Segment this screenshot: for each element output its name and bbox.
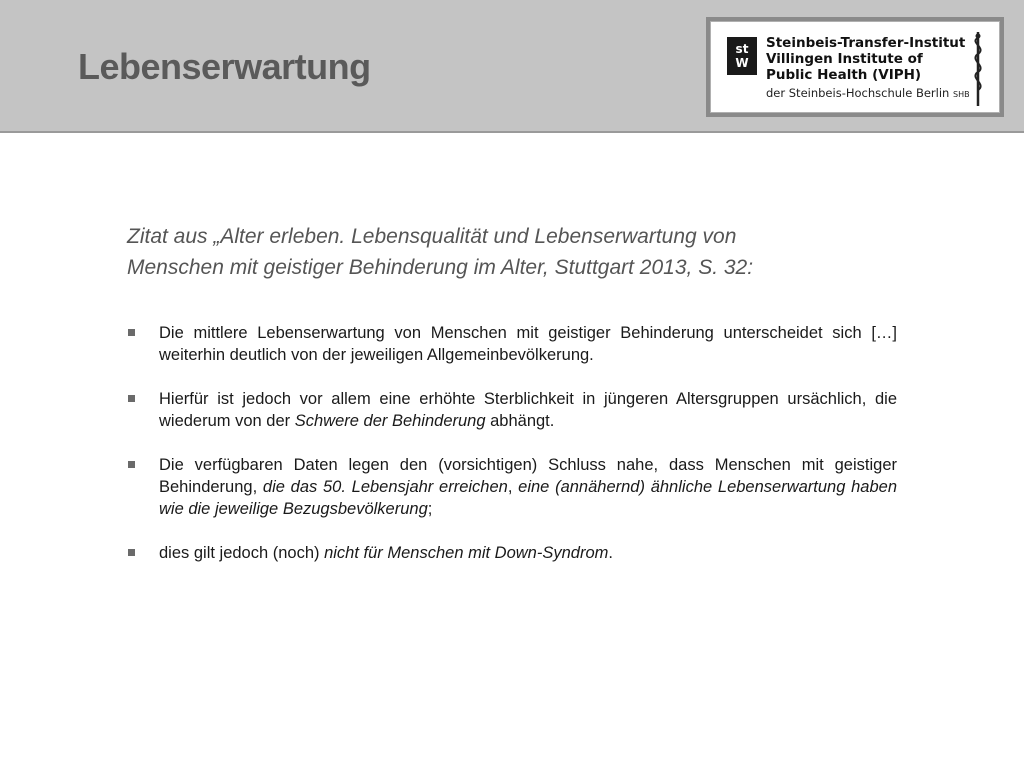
bullet-list [127, 322, 897, 586]
asclepius-staff-icon [965, 30, 991, 108]
logo-line3: Public Health (VIPH) [766, 67, 922, 83]
bullet-square-icon [128, 395, 135, 402]
bullet-item: Die mittlere Lebenserwartung von Menschen mit geistiger Behinderung unterscheidet sich […] weiterhin deutlich von der jeweiligen Allgemeinbevölkerung. [127, 322, 897, 366]
bullet-item: dies gilt jedoch (noch) nicht für Menschen mit Down-Syndrom. [127, 542, 897, 564]
logo-text [766, 35, 965, 83]
logo-line1: Steinbeis-Transfer-Institut [766, 35, 966, 51]
logo-line2: Villingen Institute of [766, 51, 923, 67]
slide-header [0, 0, 1024, 133]
institute-logo [706, 17, 1004, 117]
bullet-square-icon [128, 461, 135, 468]
logo-subtitle: der Steinbeis-Hochschule Berlin SHB [766, 86, 970, 100]
bullet-square-icon [128, 329, 135, 336]
quote-line1: Zitat aus „Alter erleben. Lebensqualität und Lebenserwartung von [127, 225, 737, 248]
bullet-item: Die verfügbaren Daten legen den (vorsichtigen) Schluss nahe, dass Menschen mit geistiger Behinderung, die das 50. Lebensjahr erreichen, eine (annähernd) ähnliche Lebenserwartung haben wie die jeweilige Bezugsbevölkerung; [127, 454, 897, 520]
page-title: Lebenserwartung [78, 46, 371, 87]
bullet-square-icon [128, 549, 135, 556]
bullet-item: Hierfür ist jedoch vor allem eine erhöhte Sterblichkeit in jüngeren Altersgruppen ursächlich, die wiederum von der Schwere der Behinderung abhängt. [127, 388, 897, 432]
logo-panel [710, 21, 1000, 113]
stw-logo-mark: st W [727, 37, 757, 75]
quote-line2: Menschen mit geistiger Behinderung im Alter, Stuttgart 2013, S. 32: [127, 256, 754, 279]
quote-heading [127, 221, 927, 283]
